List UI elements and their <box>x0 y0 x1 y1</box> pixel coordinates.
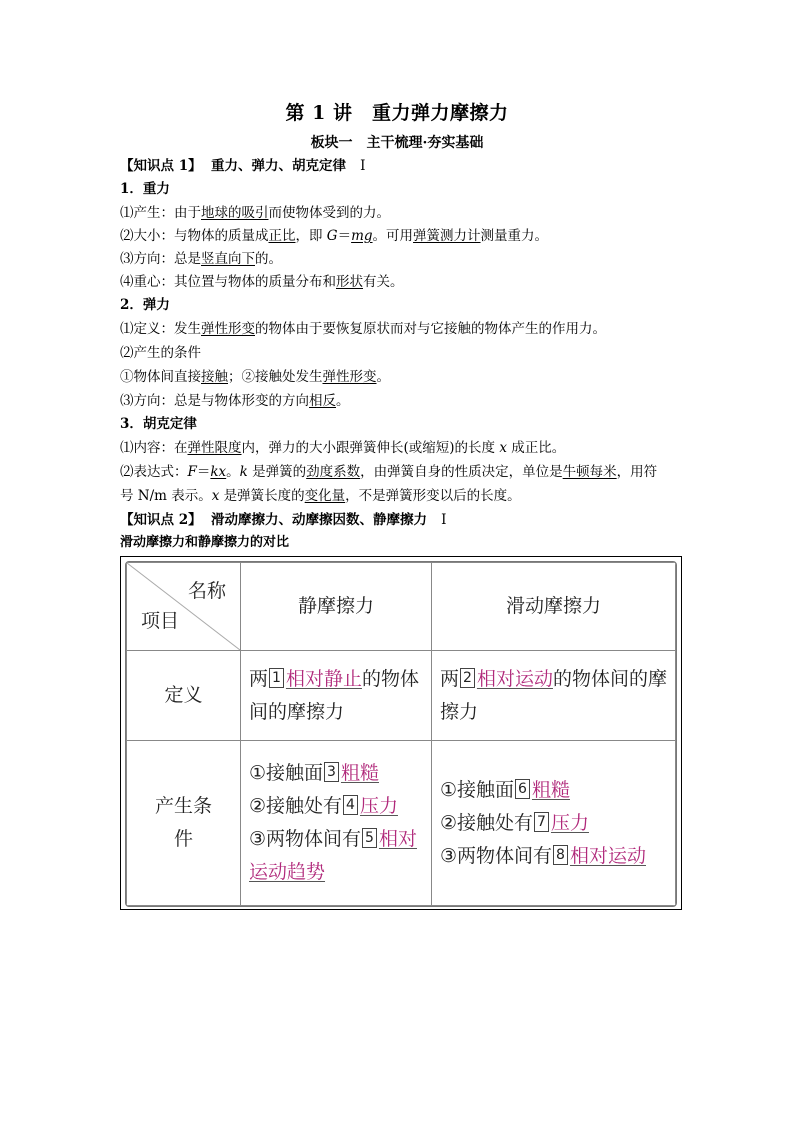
comparison-table-frame <box>120 556 682 910</box>
gravity-origin: ⑴产生：由于地球的吸引而使物体受到的力。 <box>120 205 390 221</box>
elastic-definition: ⑴定义：发生弹性形变的物体由于要恢复原状而对与它接触的物体产生的作用力。 <box>120 321 606 337</box>
table-row-conditions <box>127 741 676 906</box>
cell-sliding-conditions: ①接触面 6 粗糙 ②接触处有 7 压力 ③两物体间有 8 相对运动 <box>432 741 676 906</box>
header-static-friction: 静摩擦力 <box>241 563 432 651</box>
header-sliding-friction: 滑动摩擦力 <box>432 563 676 651</box>
table-header-row <box>127 563 676 651</box>
row-label-conditions: 产生条件 <box>127 741 241 906</box>
comparison-table-inner <box>125 561 677 907</box>
blank-number-box: 4 <box>343 795 358 815</box>
table-caption: 滑动摩擦力和静摩擦力的对比 <box>120 535 290 550</box>
blank-number-box: 3 <box>324 762 339 782</box>
blank-number-box: 5 <box>362 828 377 848</box>
section-gravity-heading: 1．重力 <box>120 181 170 197</box>
hooke-expression-cont: 号 N/m 表示。x 是弹簧长度的变化量，不是弹簧形变以后的长度。 <box>120 488 521 504</box>
blank-number-box: 6 <box>515 779 530 799</box>
cell-sliding-definition: 两 2 相对运动的物体间的摩擦力 <box>432 651 676 741</box>
corner-label-name: 名称 <box>187 580 226 602</box>
blank-number-box: 2 <box>460 668 475 688</box>
knowledge-point-2-heading: 【知识点 2】 滑动摩擦力、动摩擦因数、静摩擦力 Ⅰ <box>120 512 447 528</box>
gravity-center: ⑷重心：其位置与物体的质量分布和形状有关。 <box>120 274 404 290</box>
hooke-content: ⑴内容：在弹性限度内，弹力的大小跟弹簧伸长(或缩短)的长度 x 成正比。 <box>120 440 566 456</box>
section-elastic-heading: 2．弹力 <box>120 297 170 313</box>
table-row-definition <box>127 651 676 741</box>
gravity-direction: ⑶方向：总是竖直向下的。 <box>120 251 282 267</box>
page-subtitle: 板块一 主干梳理·夯实基础 <box>310 135 484 151</box>
elastic-direction: ⑶方向：总是与物体形变的方向相反。 <box>120 393 350 409</box>
hooke-expression: ⑵表达式：F＝kx。k 是弹簧的劲度系数，由弹簧自身的性质决定，单位是牛顿每米，用符 <box>120 464 658 480</box>
blank-number-box: 8 <box>553 845 568 865</box>
elastic-conditions: ①物体间直接接触；②接触处发生弹性形变。 <box>120 369 390 385</box>
gravity-magnitude: ⑵大小：与物体的质量成正比，即 G＝mg。可用弹簧测力计测量重力。 <box>120 228 549 244</box>
table-corner-cell <box>127 563 241 651</box>
friction-comparison-table <box>126 562 676 906</box>
corner-label-item: 项目 <box>141 610 180 632</box>
cell-static-definition: 两 1 相对静止的物体间的摩擦力 <box>241 651 432 741</box>
page-title: 第 1 讲 重力弹力摩擦力 <box>285 102 509 124</box>
knowledge-point-1-heading: 【知识点 1】 重力、弹力、胡克定律 Ⅰ <box>120 158 366 174</box>
section-hooke-heading: 3．胡克定律 <box>120 416 197 432</box>
blank-number-box: 1 <box>269 668 284 688</box>
blank-number-box: 7 <box>534 812 549 832</box>
cell-static-conditions: ①接触面 3 粗糙 ②接触处有 4 压力 ③两物体间有 5 相对运动趋势 <box>241 741 432 906</box>
row-label-definition: 定义 <box>127 651 241 741</box>
elastic-conditions-heading: ⑵产生的条件 <box>120 345 201 361</box>
